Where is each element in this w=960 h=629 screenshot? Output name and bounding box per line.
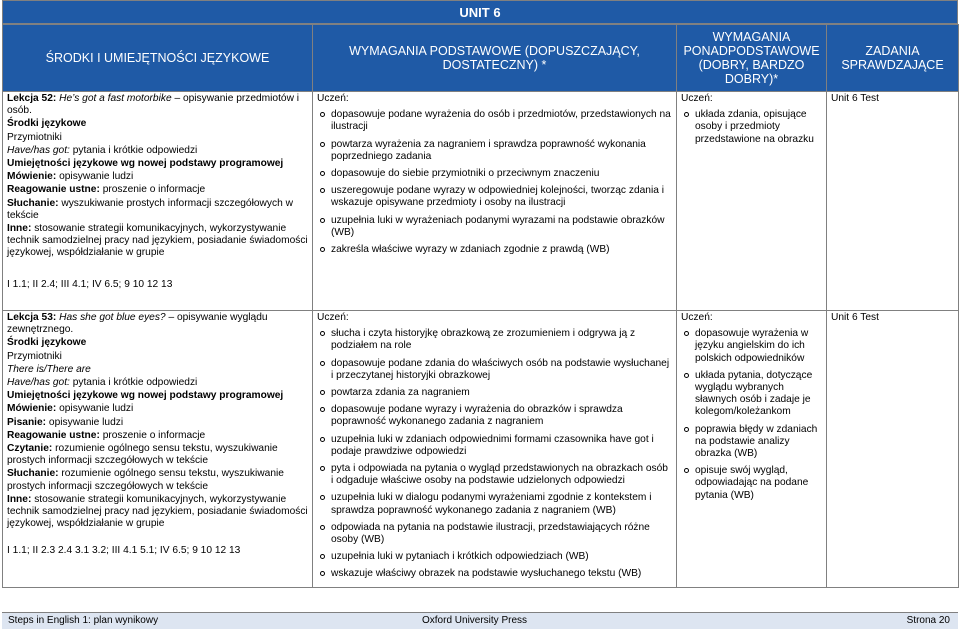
- uczen-label: Uczeń:: [317, 312, 349, 323]
- advanced-cell: [677, 92, 827, 311]
- footer-title: Steps in English 1: plan wynikowy: [8, 615, 159, 626]
- uczen-label: Uczeń:: [681, 93, 713, 104]
- advanced-list: [681, 109, 822, 146]
- list-item: odpowiada na pytania na podstawie ilustracji, przedstawiających różne osoby (WB): [331, 522, 672, 546]
- list-item: powtarza zdania za nagraniem: [331, 387, 672, 399]
- section-heading: Środki językowe: [7, 118, 87, 130]
- basic-cell: [313, 92, 677, 311]
- list-item: zakreśla właściwe wyrazy w zdaniach zgodnie z prawdą (WB): [331, 244, 672, 256]
- skills-cell: [3, 311, 313, 588]
- test-cell: [827, 311, 959, 588]
- header-tests: ZADANIA SPRAWDZAJĄCE: [827, 25, 959, 92]
- skill-item: Mówienie: opisywanie ludzi: [7, 171, 134, 183]
- skill-item: Mówienie: opisywanie ludzi: [7, 403, 134, 415]
- basic-cell: [313, 311, 677, 588]
- header-row: [3, 25, 959, 92]
- grammar-item: Przymiotniki: [7, 350, 62, 362]
- skills-cell: [3, 92, 313, 311]
- page: [2, 0, 958, 588]
- list-item: słucha i czyta historyjkę obrazkową ze zrozumieniem i odgrywa ją z podziałem na role: [331, 328, 672, 352]
- lesson-title: Lekcja 52: He’s got a fast motorbike – opisywanie przedmiotów i osób.: [7, 93, 300, 117]
- unit-title-bar: UNIT 6: [2, 0, 958, 24]
- list-item: układa pytania, dotyczące wyglądu wybranych sławnych osób i zadaje je kolegom/koleżankom: [695, 370, 822, 419]
- page-footer: [2, 612, 958, 629]
- header-advanced-requirements: WYMAGANIA PONADPODSTAWOWE (DOBRY, BARDZO DOBRY)*: [677, 25, 827, 92]
- section-heading: Umiejętności językowe wg nowej podstawy programowej: [7, 158, 284, 170]
- list-item: opisuje swój wygląd, odpowiadając na podane pytania (WB): [695, 465, 822, 502]
- footer-page-number: Strona 20: [906, 615, 950, 626]
- list-item: pyta i odpowiada na pytania o wygląd przedstawionych na obrazkach osób i odgaduje właściwe osoby na podstawie udzielonych odpowiedzi: [331, 463, 672, 487]
- grammar-item: Have/has got: pytania i krótkie odpowiedzi: [7, 144, 198, 156]
- uczen-label: Uczeń:: [317, 93, 349, 104]
- list-item: dopasowuje podane zdania do właściwych osób na podstawie wysłuchanej i przeczytanej historyjki obrazkowej: [331, 358, 672, 382]
- skill-item: Inne: stosowanie strategii komunikacyjnych, wykorzystywanie technik samodzielnej pracy nad językiem, posiadanie świadomości językowej, współdziałanie w grupie: [7, 493, 308, 530]
- list-item: uszeregowuje podane wyrazy w odpowiedniej kolejności, tworząc zdania i wskazuje opisywane przedmioty i osoby na ilustracji: [331, 185, 672, 209]
- advanced-cell: [677, 311, 827, 588]
- skill-item: Pisanie: opisywanie ludzi: [7, 416, 124, 428]
- grammar-item: Have/has got: pytania i krótkie odpowiedzi: [7, 377, 198, 389]
- lesson-row-52: [3, 92, 959, 311]
- skill-item: Inne: stosowanie strategii komunikacyjnych, wykorzystywanie technik samodzielnej pracy nad językiem, posiadanie świadomości językowej, współdziałanie w grupie: [7, 223, 308, 259]
- header-basic-requirements: WYMAGANIA PODSTAWOWE (DOPUSZCZAJĄCY, DOSTATECZNY) *: [313, 25, 677, 92]
- list-item: uzupełnia luki w wyrażeniach podanymi wyrazami na podstawie obrazków (WB): [331, 215, 672, 239]
- uczen-label: Uczeń:: [681, 312, 713, 323]
- list-item: układa zdania, opisujące osoby i przedmioty przedstawione na obrazku: [695, 109, 822, 146]
- list-item: dopasowuje wyrażenia w języku angielskim do ich polskich odpowiedników: [695, 328, 822, 365]
- test-label: Unit 6 Test: [831, 93, 879, 104]
- grammar-item: Przymiotniki: [7, 131, 62, 143]
- test-label: Unit 6 Test: [831, 312, 879, 323]
- curriculum-refs: I 1.1; II 2.4; III 4.1; IV 6.5; 9 10 12 13: [7, 278, 173, 290]
- test-cell: [827, 92, 959, 311]
- section-heading: Środki językowe: [7, 337, 87, 349]
- lesson-title: Lekcja 53: Has she got blue eyes? – opisywanie wyglądu zewnętrznego.: [7, 312, 268, 336]
- header-skills: ŚRODKI I UMIEJĘTNOŚCI JĘZYKOWE: [3, 25, 313, 92]
- advanced-list: [681, 328, 822, 502]
- section-heading: Umiejętności językowe wg nowej podstawy programowej: [7, 390, 284, 402]
- list-item: dopasowuje do siebie przymiotniki o przeciwnym znaczeniu: [331, 168, 672, 180]
- list-item: uzupełnia luki w zdaniach odpowiednimi formami czasownika have got i podaje prawdziwe odpowiedzi: [331, 434, 672, 458]
- list-item: powtarza wyrażenia za nagraniem i sprawdza poprawność wykonania poprzedniego zadania: [331, 139, 672, 163]
- list-item: uzupełnia luki w pytaniach i krótkich odpowiedziach (WB): [331, 551, 672, 563]
- skill-item: Reagowanie ustne: proszenie o informacje: [7, 429, 206, 441]
- basic-list: [317, 328, 672, 580]
- list-item: dopasowuje podane wyrazy i wyrażenia do obrazków i sprawdza poprawność wykonanego zadania z nagraniem: [331, 404, 672, 428]
- skill-item: Czytanie: rozumienie ogólnego sensu tekstu, wyszukiwanie prostych informacji szczegółowych w tekście: [7, 443, 278, 467]
- footer-publisher: Oxford University Press: [422, 615, 528, 626]
- list-item: wskazuje właściwy obrazek na podstawie wysłuchanego tekstu (WB): [331, 568, 672, 580]
- skill-item: Słuchanie: rozumienie ogólnego sensu tekstu, wyszukiwanie prostych informacji szczegółowych w tekście: [7, 468, 284, 492]
- lesson-row-53: [3, 311, 959, 588]
- basic-list: [317, 109, 672, 256]
- plan-table: [2, 24, 959, 588]
- list-item: uzupełnia luki w dialogu podanymi wyrażeniami zgodnie z kontekstem i sprawdza poprawność wykonanego zadania z nagraniem (WB): [331, 492, 672, 516]
- grammar-item: There is/There are: [7, 363, 91, 375]
- list-item: dopasowuje podane wyrażenia do osób i przedmiotów, przedstawionych na ilustracji: [331, 109, 671, 133]
- curriculum-refs: I 1.1; II 2.3 2.4 3.1 3.2; III 4.1 5.1; IV 6.5; 9 10 12 13: [7, 545, 241, 557]
- list-item: poprawia błędy w zdaniach na podstawie analizy obrazka (WB): [695, 424, 822, 461]
- skill-item: Słuchanie: wyszukiwanie prostych informacji szczegółowych w tekście: [7, 197, 293, 221]
- skill-item: Reagowanie ustne: proszenie o informacje: [7, 184, 206, 196]
